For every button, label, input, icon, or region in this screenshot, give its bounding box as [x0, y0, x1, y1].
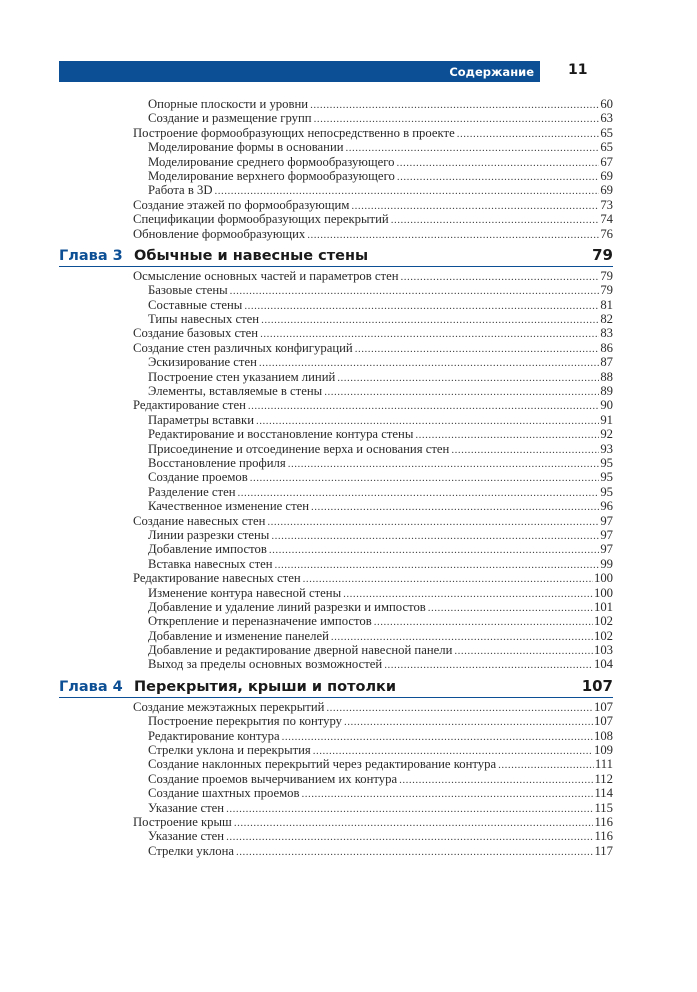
- entry-page: 107: [593, 714, 613, 729]
- entry-title: Выход за пределы основных возможностей: [148, 657, 383, 672]
- entry-page: 91: [600, 412, 613, 427]
- entry-page: 96: [600, 499, 613, 514]
- dot-leader: [324, 385, 599, 399]
- entry-title: Построение крыш: [133, 814, 232, 829]
- entry-title: Создание проемов: [148, 470, 248, 485]
- dot-leader: [355, 342, 600, 356]
- entry-page: 100: [593, 585, 613, 600]
- toc-section-entry[interactable]: [133, 815, 613, 829]
- dot-leader: [337, 371, 599, 385]
- dot-leader: [351, 199, 599, 213]
- toc-subsection-entry[interactable]: [148, 714, 613, 728]
- entry-page: 103: [593, 643, 613, 658]
- toc-subsection-entry[interactable]: [148, 729, 613, 743]
- entry-title: Элементы, вставляемые в стены: [148, 384, 323, 399]
- entry-page: 97: [600, 513, 613, 528]
- entry-page: 109: [593, 743, 613, 758]
- dot-leader: [282, 730, 593, 744]
- toc-section-entry[interactable]: [133, 326, 613, 340]
- entry-page: 86: [600, 340, 613, 355]
- dot-leader: [326, 701, 593, 715]
- entry-page: 100: [593, 571, 613, 586]
- entry-title: Создание базовых стен: [133, 326, 259, 341]
- dot-leader: [397, 170, 600, 184]
- dot-leader: [374, 615, 593, 629]
- dot-leader: [256, 414, 599, 428]
- chapter-heading[interactable]: [59, 246, 613, 267]
- entry-title: Создание проемов вычерчиванием их контура: [148, 771, 398, 786]
- toc-subsection-entry[interactable]: [148, 111, 613, 125]
- entry-title: Спецификации формообразующих перекрытий: [133, 212, 389, 227]
- entry-title: Редактирование навесных стен: [133, 571, 301, 586]
- dot-leader: [275, 558, 600, 572]
- chapter-page: 79: [592, 245, 613, 264]
- entry-page: 95: [600, 470, 613, 485]
- entry-page: 114: [594, 786, 613, 801]
- dot-leader: [236, 845, 593, 859]
- entry-title: Редактирование контура: [148, 728, 280, 743]
- entry-page: 101: [593, 599, 613, 614]
- toc-subsection-entry[interactable]: [148, 470, 613, 484]
- dot-leader: [310, 98, 599, 112]
- dot-leader: [303, 572, 593, 586]
- table-of-contents: [0, 97, 697, 858]
- toc-section-entry[interactable]: [133, 126, 613, 140]
- entry-title: Добавление и редактирование дверной навесной панели: [148, 643, 453, 658]
- toc-section-entry[interactable]: [133, 212, 613, 226]
- toc-subsection-entry[interactable]: [148, 757, 613, 771]
- toc-subsection-entry[interactable]: [148, 786, 613, 800]
- entry-title: Указание стен: [148, 829, 225, 844]
- toc-section-entry[interactable]: [133, 341, 613, 355]
- dot-leader: [454, 644, 593, 658]
- entry-page: 115: [594, 800, 613, 815]
- entry-page: 95: [600, 484, 613, 499]
- dot-leader: [261, 313, 599, 327]
- entry-page: 83: [600, 326, 613, 341]
- entry-page: 89: [600, 384, 613, 399]
- chapter-heading[interactable]: [59, 677, 613, 698]
- entry-title: Добавление импостов: [148, 542, 267, 557]
- dot-leader: [498, 758, 594, 772]
- toc-subsection-entry[interactable]: [148, 772, 613, 786]
- entry-title: Моделирование верхнего формообразующего: [148, 168, 395, 183]
- dot-leader: [271, 529, 599, 543]
- dot-leader: [288, 457, 600, 471]
- toc-section-entry[interactable]: [133, 700, 613, 714]
- entry-title: Обновление формообразующих: [133, 226, 306, 241]
- toc-subsection-entry[interactable]: [148, 456, 613, 470]
- entry-page: 81: [600, 297, 613, 312]
- entry-title: Базовые стены: [148, 283, 228, 298]
- entry-title: Опорные плоскости и уровни: [148, 97, 309, 111]
- entry-page: 67: [600, 154, 613, 169]
- toc-subsection-entry[interactable]: [148, 312, 613, 326]
- entry-page: 82: [600, 312, 613, 327]
- dot-leader: [267, 515, 599, 529]
- entry-title: Эскизирование стен: [148, 355, 257, 370]
- chapter-title: Перекрытия, крыши и потолки: [134, 678, 397, 695]
- dot-leader: [343, 587, 593, 601]
- toc-subsection-entry[interactable]: [148, 542, 613, 556]
- dot-leader: [428, 601, 593, 615]
- dot-leader: [346, 141, 600, 155]
- toc-subsection-entry[interactable]: [148, 370, 613, 384]
- entry-page: 74: [600, 212, 613, 227]
- toc-section-entry[interactable]: [133, 198, 613, 212]
- dot-leader: [226, 802, 593, 816]
- chapter-page: 107: [581, 676, 613, 695]
- entry-title: Вставка навесных стен: [148, 556, 273, 571]
- toc-subsection-entry[interactable]: [148, 140, 613, 154]
- entry-title: Осмысление основных частей и параметров стен: [133, 268, 399, 283]
- entry-page: 79: [600, 283, 613, 298]
- dot-leader: [307, 228, 599, 242]
- entry-page: 90: [600, 398, 613, 413]
- toc-subsection-entry[interactable]: [148, 97, 613, 111]
- running-header-bar: [59, 61, 540, 82]
- entry-page: 117: [594, 843, 613, 858]
- entry-title: Создание стен различных конфигураций: [133, 340, 353, 355]
- page-number: 11: [568, 62, 588, 78]
- dot-leader: [302, 787, 594, 801]
- entry-title: Указание стен: [148, 800, 225, 815]
- dot-leader: [226, 830, 593, 844]
- entry-title: Создание наклонных перекрытий через редактирование контура: [148, 757, 497, 772]
- entry-title: Стрелки уклона: [148, 843, 235, 858]
- entry-page: 102: [593, 614, 613, 629]
- entry-title: Моделирование среднего формообразующего: [148, 154, 395, 169]
- dot-leader: [215, 184, 600, 198]
- dot-leader: [331, 630, 593, 644]
- toc-subsection-entry[interactable]: [148, 169, 613, 183]
- entry-title: Изменение контура навесной стены: [148, 585, 342, 600]
- entry-title: Типы навесных стен: [148, 312, 260, 327]
- entry-title: Составные стены: [148, 297, 243, 312]
- entry-page: 95: [600, 455, 613, 470]
- entry-title: Открепление и переназначение импостов: [148, 614, 372, 629]
- dot-leader: [313, 744, 593, 758]
- toc-section-entry[interactable]: [133, 571, 613, 585]
- entry-page: 88: [600, 369, 613, 384]
- section-title: Содержание: [449, 64, 534, 79]
- entry-page: 97: [600, 542, 613, 557]
- entry-page: 92: [600, 427, 613, 442]
- toc-section-entry[interactable]: [133, 398, 613, 412]
- entry-title: Восстановление профиля: [148, 455, 286, 470]
- toc-section-entry[interactable]: [133, 269, 613, 283]
- entry-title: Линии разрезки стены: [148, 527, 270, 542]
- toc-subsection-entry[interactable]: [148, 801, 613, 815]
- toc-subsection-entry[interactable]: [148, 528, 613, 542]
- toc-subsection-entry[interactable]: [148, 384, 613, 398]
- entry-title: Присоединение и отсоединение верха и основания стен: [148, 441, 450, 456]
- toc-subsection-entry[interactable]: [148, 844, 613, 858]
- entry-page: 104: [593, 657, 613, 672]
- entry-page: 97: [600, 527, 613, 542]
- toc-subsection-entry[interactable]: [148, 829, 613, 843]
- toc-subsection-entry[interactable]: [148, 298, 613, 312]
- dot-leader: [314, 112, 600, 126]
- entry-title: Редактирование и восстановление контура стены: [148, 427, 414, 442]
- dot-leader: [415, 428, 599, 442]
- entry-title: Качественное изменение стен: [148, 499, 310, 514]
- toc-subsection-entry[interactable]: [148, 427, 613, 441]
- toc-section-entry[interactable]: [133, 227, 613, 241]
- entry-page: 116: [594, 829, 613, 844]
- toc-subsection-entry[interactable]: [148, 586, 613, 600]
- entry-page: 102: [593, 628, 613, 643]
- dot-leader: [344, 715, 593, 729]
- entry-title: Добавление и удаление линий разрезки и импостов: [148, 599, 426, 614]
- entry-title: Добавление и изменение панелей: [148, 628, 329, 643]
- entry-page: 63: [600, 111, 613, 126]
- entry-title: Построение перекрытия по контуру: [148, 714, 342, 729]
- chapter-label: Глава 4: [59, 678, 123, 695]
- dot-leader: [384, 658, 593, 672]
- toc-subsection-entry[interactable]: [148, 557, 613, 571]
- entry-page: 60: [600, 97, 613, 111]
- dot-leader: [234, 816, 594, 830]
- dot-leader: [230, 284, 600, 298]
- entry-page: 69: [600, 183, 613, 198]
- chapter-label: Глава 3: [59, 247, 123, 264]
- entry-title: Создание межэтажных перекрытий: [133, 699, 325, 714]
- toc-subsection-entry[interactable]: [148, 629, 613, 643]
- chapter-title: Обычные и навесные стены: [134, 247, 369, 264]
- entry-page: 65: [600, 140, 613, 155]
- toc-subsection-entry[interactable]: [148, 499, 613, 513]
- toc-subsection-entry[interactable]: [148, 485, 613, 499]
- toc-subsection-entry[interactable]: [148, 155, 613, 169]
- toc-subsection-entry[interactable]: [148, 442, 613, 456]
- entry-title: Стрелки уклона и перекрытия: [148, 743, 311, 758]
- dot-leader: [259, 356, 599, 370]
- dot-leader: [250, 471, 600, 485]
- entry-page: 73: [600, 197, 613, 212]
- dot-leader: [391, 213, 600, 227]
- dot-leader: [311, 500, 599, 514]
- toc-subsection-entry[interactable]: [148, 183, 613, 197]
- entry-page: 116: [594, 814, 613, 829]
- dot-leader: [260, 327, 599, 341]
- entry-title: Создание этажей по формообразующим: [133, 197, 350, 212]
- dot-leader: [451, 443, 599, 457]
- dot-leader: [269, 543, 599, 557]
- dot-leader: [401, 270, 600, 284]
- dot-leader: [244, 299, 599, 313]
- toc-section-entry[interactable]: [133, 514, 613, 528]
- dot-leader: [399, 773, 593, 787]
- toc-subsection-entry[interactable]: [148, 614, 613, 628]
- dot-leader: [396, 156, 599, 170]
- entry-title: Построение формообразующих непосредственно в проекте: [133, 125, 455, 140]
- toc-subsection-entry[interactable]: [148, 413, 613, 427]
- entry-title: Работа в 3D: [148, 183, 213, 198]
- entry-page: 76: [600, 226, 613, 241]
- toc-subsection-entry[interactable]: [148, 600, 613, 614]
- entry-title: Создание навесных стен: [133, 513, 266, 528]
- toc-subsection-entry[interactable]: [148, 657, 613, 671]
- entry-page: 107: [593, 699, 613, 714]
- entry-title: Параметры вставки: [148, 412, 254, 427]
- toc-subsection-entry[interactable]: [148, 743, 613, 757]
- entry-page: 108: [593, 728, 613, 743]
- entry-title: Моделирование формы в основании: [148, 140, 344, 155]
- dot-leader: [238, 486, 600, 500]
- entry-title: Создание шахтных проемов: [148, 786, 300, 801]
- dot-leader: [457, 127, 600, 141]
- entry-title: Построение стен указанием линий: [148, 369, 336, 384]
- entry-page: 69: [600, 168, 613, 183]
- entry-page: 79: [600, 268, 613, 283]
- toc-subsection-entry[interactable]: [148, 643, 613, 657]
- entry-page: 111: [594, 757, 613, 772]
- entry-title: Разделение стен: [148, 484, 236, 499]
- entry-title: Создание и размещение групп: [148, 111, 312, 126]
- entry-page: 112: [594, 771, 613, 786]
- entry-page: 93: [600, 441, 613, 456]
- entry-page: 87: [600, 355, 613, 370]
- entry-page: 65: [600, 125, 613, 140]
- entry-page: 99: [600, 556, 613, 571]
- toc-subsection-entry[interactable]: [148, 283, 613, 297]
- dot-leader: [248, 399, 599, 413]
- entry-title: Редактирование стен: [133, 398, 246, 413]
- toc-subsection-entry[interactable]: [148, 355, 613, 369]
